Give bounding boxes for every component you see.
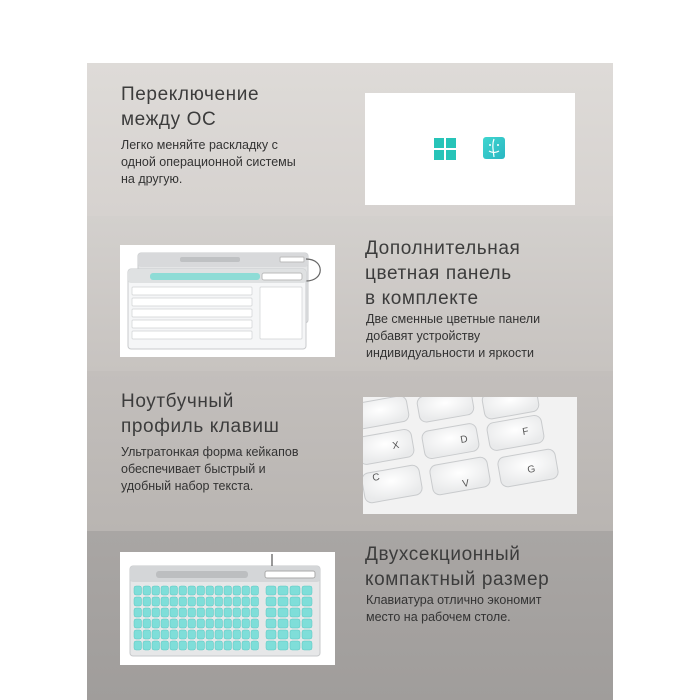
compact-size-description xyxy=(366,592,542,626)
cyan-keycap xyxy=(134,619,142,628)
cyan-keycap xyxy=(224,597,232,606)
cyan-keycap xyxy=(224,630,232,639)
cyan-keycap xyxy=(206,641,214,650)
cyan-keycap xyxy=(290,597,300,606)
cyan-keycap xyxy=(242,586,250,595)
cyan-keycap xyxy=(161,630,169,639)
cyan-keycap xyxy=(290,586,300,595)
desc-line: добавят устройству xyxy=(366,329,481,343)
cyan-keycap xyxy=(242,641,250,650)
cyan-keycap xyxy=(290,630,300,639)
cyan-keycap xyxy=(188,586,196,595)
cyan-keycap xyxy=(152,619,160,628)
cyan-keycap xyxy=(143,597,151,606)
cyan-keycap xyxy=(290,641,300,650)
cyan-keycap xyxy=(251,597,259,606)
cyan-keycap xyxy=(161,597,169,606)
cyan-keycap xyxy=(152,597,160,606)
cyan-keycap xyxy=(161,641,169,650)
cyan-keycap xyxy=(134,630,142,639)
cyan-keycap xyxy=(233,619,241,628)
cyan-keycap xyxy=(197,586,205,595)
title-line: цветная панель xyxy=(365,263,512,284)
keycap-legend: F xyxy=(521,426,530,438)
cyan-keycap xyxy=(302,630,312,639)
title-line: Двухсекционный xyxy=(365,544,521,565)
cyan-keycap xyxy=(251,630,259,639)
cyan-keycap xyxy=(242,619,250,628)
cyan-keycap xyxy=(251,619,259,628)
keycap-legend: C xyxy=(371,471,381,484)
keycap-legend: D xyxy=(459,433,469,446)
cyan-keycap xyxy=(143,630,151,639)
cyan-keycap xyxy=(197,630,205,639)
cyan-keycap xyxy=(266,608,276,617)
cyan-keycap xyxy=(170,586,178,595)
cyan-keycap xyxy=(179,641,187,650)
cyan-keycap xyxy=(278,608,288,617)
cyan-keycap xyxy=(215,619,223,628)
cyan-keycap xyxy=(290,608,300,617)
cyan-keycap xyxy=(278,586,288,595)
cyan-keycap xyxy=(278,630,288,639)
cyan-keycap xyxy=(266,586,276,595)
cyan-keycap xyxy=(170,597,178,606)
cyan-keycap xyxy=(242,597,250,606)
cyan-keycap xyxy=(152,586,160,595)
cyan-keycap xyxy=(152,630,160,639)
cyan-keycap xyxy=(206,597,214,606)
cyan-keycap xyxy=(302,619,312,628)
cyan-keycap xyxy=(170,619,178,628)
keycap-legend: X xyxy=(391,439,401,452)
os-switch-description xyxy=(121,137,296,188)
cyan-keycap xyxy=(251,641,259,650)
desc-line: обеспечивает быстрый и xyxy=(121,462,266,476)
cyan-keycap xyxy=(188,641,196,650)
cyan-keycap xyxy=(188,597,196,606)
cyan-keycap xyxy=(224,619,232,628)
cyan-keycap xyxy=(179,608,187,617)
cyan-keycap xyxy=(302,586,312,595)
desc-line: Легко меняйте раскладку с xyxy=(121,138,278,152)
cyan-keycap xyxy=(224,608,232,617)
keyboard-color-panel-image xyxy=(120,245,335,357)
cyan-keycap xyxy=(302,608,312,617)
desc-line: удобный набор текста. xyxy=(121,479,254,493)
cyan-keycap xyxy=(161,586,169,595)
cyan-keycap xyxy=(215,597,223,606)
cyan-keycap xyxy=(188,630,196,639)
cyan-keycap xyxy=(161,608,169,617)
cyan-keycap xyxy=(266,641,276,650)
mac-finder-icon xyxy=(483,137,505,159)
cyan-keycap xyxy=(197,597,205,606)
title-line: в комплекте xyxy=(365,288,479,309)
keycap-legend: V xyxy=(461,477,471,490)
cyan-keycap xyxy=(242,608,250,617)
cyan-keycap xyxy=(134,597,142,606)
cyan-keycap xyxy=(266,630,276,639)
cyan-keycap xyxy=(290,619,300,628)
cyan-keycap xyxy=(251,586,259,595)
cyan-keycap xyxy=(143,619,151,628)
cyan-keycap xyxy=(266,597,276,606)
cyan-keycap xyxy=(266,619,276,628)
cyan-keycap xyxy=(233,608,241,617)
color-panel-title xyxy=(365,236,520,311)
title-line: профиль клавиш xyxy=(121,416,280,437)
cyan-keycap xyxy=(161,619,169,628)
key-profile-title xyxy=(121,389,279,439)
cyan-keycap xyxy=(170,630,178,639)
cyan-keycap xyxy=(143,641,151,650)
cyan-keycap xyxy=(278,597,288,606)
cyan-keycap xyxy=(215,586,223,595)
cyan-keycap xyxy=(233,597,241,606)
cyan-keycap xyxy=(134,586,142,595)
cyan-keycap xyxy=(152,641,160,650)
title-line: компактный размер xyxy=(365,569,550,590)
cyan-keycap xyxy=(152,608,160,617)
cyan-keycap xyxy=(215,630,223,639)
cyan-keycap xyxy=(233,586,241,595)
cyan-keycap xyxy=(179,597,187,606)
cyan-keycap xyxy=(143,586,151,595)
desc-line: место на рабочем столе. xyxy=(366,610,511,624)
cyan-keycap xyxy=(188,608,196,617)
cyan-keycap xyxy=(134,608,142,617)
cyan-keycap xyxy=(143,608,151,617)
cyan-keycap xyxy=(278,619,288,628)
desc-line: на другую. xyxy=(121,172,183,186)
cyan-keycap xyxy=(179,586,187,595)
cyan-keycap xyxy=(206,630,214,639)
cyan-keycap xyxy=(233,630,241,639)
key-profile-description xyxy=(121,444,298,495)
keyboard-cyan-image xyxy=(120,552,335,665)
cyan-keycap xyxy=(197,619,205,628)
cyan-keycap xyxy=(215,608,223,617)
cyan-keycap xyxy=(206,586,214,595)
color-panel-description xyxy=(366,311,540,362)
os-switch-title xyxy=(121,82,259,132)
desc-line: индивидуальности и яркости xyxy=(366,346,534,360)
cyan-keycap xyxy=(224,641,232,650)
compact-size-title xyxy=(365,542,549,592)
cyan-keycap xyxy=(179,619,187,628)
title-line: Переключение xyxy=(121,84,260,105)
cyan-keycap xyxy=(278,641,288,650)
title-line: между ОС xyxy=(121,109,217,130)
title-line: Ноутбучный xyxy=(121,391,234,412)
cyan-keycap xyxy=(242,630,250,639)
keycaps-closeup-image xyxy=(363,397,577,514)
cyan-keycap xyxy=(233,641,241,650)
cyan-keycap xyxy=(197,608,205,617)
keycap-legend: G xyxy=(526,463,537,476)
title-line: Дополнительная xyxy=(365,238,521,259)
cyan-keycap xyxy=(251,608,259,617)
cyan-keycap xyxy=(179,630,187,639)
os-icons-panel xyxy=(365,93,575,205)
cyan-keycap xyxy=(170,641,178,650)
cyan-keycap xyxy=(302,597,312,606)
windows-icon xyxy=(434,138,456,160)
desc-line: Две сменные цветные панели xyxy=(366,312,541,326)
cyan-keycap xyxy=(134,641,142,650)
cyan-keycap xyxy=(206,608,214,617)
cyan-keycap xyxy=(197,641,205,650)
cyan-keycap xyxy=(224,586,232,595)
cyan-keycap xyxy=(170,608,178,617)
cyan-keycap xyxy=(215,641,223,650)
desc-line: одной операционной системы xyxy=(121,155,296,169)
desc-line: Клавиатура отлично экономит xyxy=(366,593,542,607)
cyan-keycap xyxy=(302,641,312,650)
desc-line: Ультратонкая форма кейкапов xyxy=(121,445,299,459)
cyan-keycap xyxy=(206,619,214,628)
cyan-keycap xyxy=(188,619,196,628)
